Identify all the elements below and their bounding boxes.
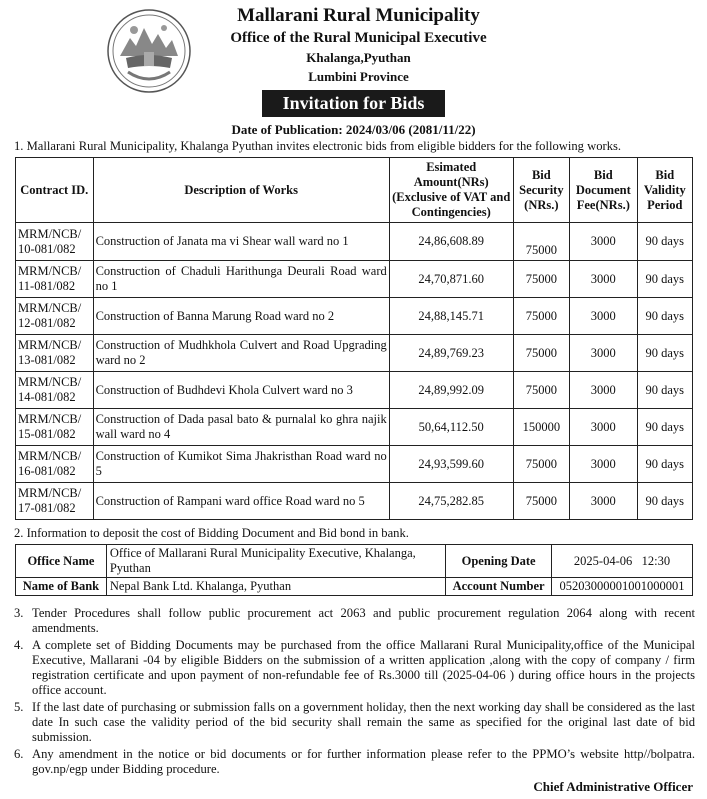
bank-info-table <box>15 544 693 596</box>
col-contract-id: Contract ID. <box>16 158 94 223</box>
contract-id: MRM/NCB/ 16-081/082 <box>16 446 94 483</box>
bank-name-label: Name of Bank <box>16 578 107 596</box>
table-row <box>16 446 693 483</box>
estimated-amount: 24,88,145.71 <box>389 298 513 335</box>
org-name: Mallarani Rural Municipality <box>237 5 480 26</box>
work-description: Construction of Banna Marung Road ward no 2 <box>93 298 389 335</box>
note-text: Any amendment in the notice or bid documents or for further information please refer to the PPMO’s website http//bolpatra. gov.np/egp under Bidding procedure. <box>32 747 695 776</box>
table-row <box>16 483 693 520</box>
validity-period: 90 days <box>637 298 692 335</box>
publication-date: Date of Publication: 2024/03/06 (2081/11/22) <box>231 122 476 137</box>
document-fee: 3000 <box>570 298 637 335</box>
notice-title-banner: Invitation for Bids <box>262 90 445 117</box>
estimated-amount: 24,86,608.89 <box>389 223 513 261</box>
table-row <box>16 223 693 261</box>
notice-header <box>0 0 707 118</box>
work-description: Construction of Budhdevi Khola Culvert ward no 3 <box>93 372 389 409</box>
account-number-value: 05203000001001000001 <box>552 578 693 596</box>
bid-security: 75000 <box>513 223 569 261</box>
col-amount: Esimated Amount(NRs) (Exclusive of VAT and Contingencies) <box>389 158 513 223</box>
province: Lumbini Province <box>308 69 409 84</box>
document-fee: 3000 <box>570 446 637 483</box>
col-validity: Bid Validity Period <box>637 158 692 223</box>
account-number-label: Account Number <box>446 578 552 596</box>
work-description: Construction of Kumikot Sima Jhakristhan Road ward no 5 <box>93 446 389 483</box>
bid-security: 75000 <box>513 261 569 298</box>
deposit-intro: 2. Information to deposit the cost of Bidding Document and Bid bond in bank. <box>14 526 409 540</box>
works-table <box>15 157 693 520</box>
document-fee: 3000 <box>570 372 637 409</box>
estimated-amount: 24,89,992.09 <box>389 372 513 409</box>
note-number: 4. <box>14 638 24 652</box>
col-description: Description of Works <box>93 158 389 223</box>
document-fee: 3000 <box>570 261 637 298</box>
contract-id: MRM/NCB/ 17-081/082 <box>16 483 94 520</box>
contract-id: MRM/NCB/ 12-081/082 <box>16 298 94 335</box>
signature: Chief Administrative Officer <box>533 779 693 794</box>
table-row <box>16 298 693 335</box>
validity-period: 90 days <box>637 261 692 298</box>
document-fee: 3000 <box>570 409 637 446</box>
note-number: 3. <box>14 606 24 620</box>
estimated-amount: 24,89,769.23 <box>389 335 513 372</box>
table-row <box>16 261 693 298</box>
estimated-amount: 24,70,871.60 <box>389 261 513 298</box>
note-text: Tender Procedures shall follow public procurement act 2063 and public procurement regulation 2064 along with recent amendments. <box>32 606 695 635</box>
contract-id: MRM/NCB/ 13-081/082 <box>16 335 94 372</box>
note-text: A complete set of Bidding Documents may be purchased from the office Mallarani Rural Municipality,office of the Municipal Executive, Mallarani -04 by eligible Bidders on the submission of a written application ,along with the copy of company / firm registration certificate and upon payment of non-refundable fee of Rs.3000 till (2025-04-06 ) during office hours in the projects office account. <box>32 638 695 697</box>
list-item <box>14 700 695 745</box>
document-fee: 3000 <box>570 483 637 520</box>
document-fee: 3000 <box>570 335 637 372</box>
estimated-amount: 24,75,282.85 <box>389 483 513 520</box>
validity-period: 90 days <box>637 409 692 446</box>
office-name-value: Office of Mallarani Rural Municipality Executive, Khalanga, Pyuthan <box>106 545 445 578</box>
note-number: 6. <box>14 747 24 761</box>
validity-period: 90 days <box>637 223 692 261</box>
list-item <box>14 638 695 698</box>
list-item <box>14 606 695 636</box>
table-row <box>16 409 693 446</box>
list-item <box>14 747 695 777</box>
bid-security: 75000 <box>513 298 569 335</box>
table-row <box>16 372 693 409</box>
location: Khalanga,Pyuthan <box>306 50 411 65</box>
estimated-amount: 24,93,599.60 <box>389 446 513 483</box>
contract-id: MRM/NCB/ 15-081/082 <box>16 409 94 446</box>
opening-date-label: Opening Date <box>446 545 552 578</box>
col-bid-security: Bid Security (NRs.) <box>513 158 569 223</box>
works-table-header <box>16 158 693 223</box>
work-description: Construction of Chaduli Harithunga Deurali Road ward no 1 <box>93 261 389 298</box>
contract-id: MRM/NCB/ 11-081/082 <box>16 261 94 298</box>
bid-security: 75000 <box>513 335 569 372</box>
bank-name-value: Nepal Bank Ltd. Khalanga, Pyuthan <box>106 578 445 596</box>
note-text: If the last date of purchasing or submission falls on a government holiday, then the next working day shall be considered as the last date In such case the validity period of the bid security shall remain the same as specified for the original last date of bid submission. <box>32 700 695 744</box>
office-name: Office of the Rural Municipal Executive <box>230 30 487 46</box>
office-name-label: Office Name <box>16 545 107 578</box>
validity-period: 90 days <box>637 372 692 409</box>
opening-date-value: 2025-04-06 12:30 <box>552 545 693 578</box>
estimated-amount: 50,64,112.50 <box>389 409 513 446</box>
contract-id: MRM/NCB/ 10-081/082 <box>16 223 94 261</box>
intro-paragraph: 1. Mallarani Rural Municipality, Khalanga Pyuthan invites electronic bids from eligible bidders for the following works. <box>14 139 622 153</box>
work-description: Construction of Mudhkhola Culvert and Road Upgrading ward no 2 <box>93 335 389 372</box>
bid-security: 75000 <box>513 483 569 520</box>
validity-period: 90 days <box>637 483 692 520</box>
work-description: Construction of Dada pasal bato & purnalal ko ghra najik wall ward no 4 <box>93 409 389 446</box>
bid-security: 150000 <box>513 409 569 446</box>
contract-id: MRM/NCB/ 14-081/082 <box>16 372 94 409</box>
note-number: 5. <box>14 700 24 714</box>
validity-period: 90 days <box>637 446 692 483</box>
document-fee: 3000 <box>570 223 637 261</box>
notes-list <box>0 606 707 777</box>
work-description: Construction of Rampani ward office Road ward no 5 <box>93 483 389 520</box>
table-row <box>16 335 693 372</box>
bid-security: 75000 <box>513 372 569 409</box>
work-description: Construction of Janata ma vi Shear wall ward no 1 <box>93 223 389 261</box>
col-document-fee: Bid Document Fee(NRs.) <box>570 158 637 223</box>
bid-security: 75000 <box>513 446 569 483</box>
validity-period: 90 days <box>637 335 692 372</box>
